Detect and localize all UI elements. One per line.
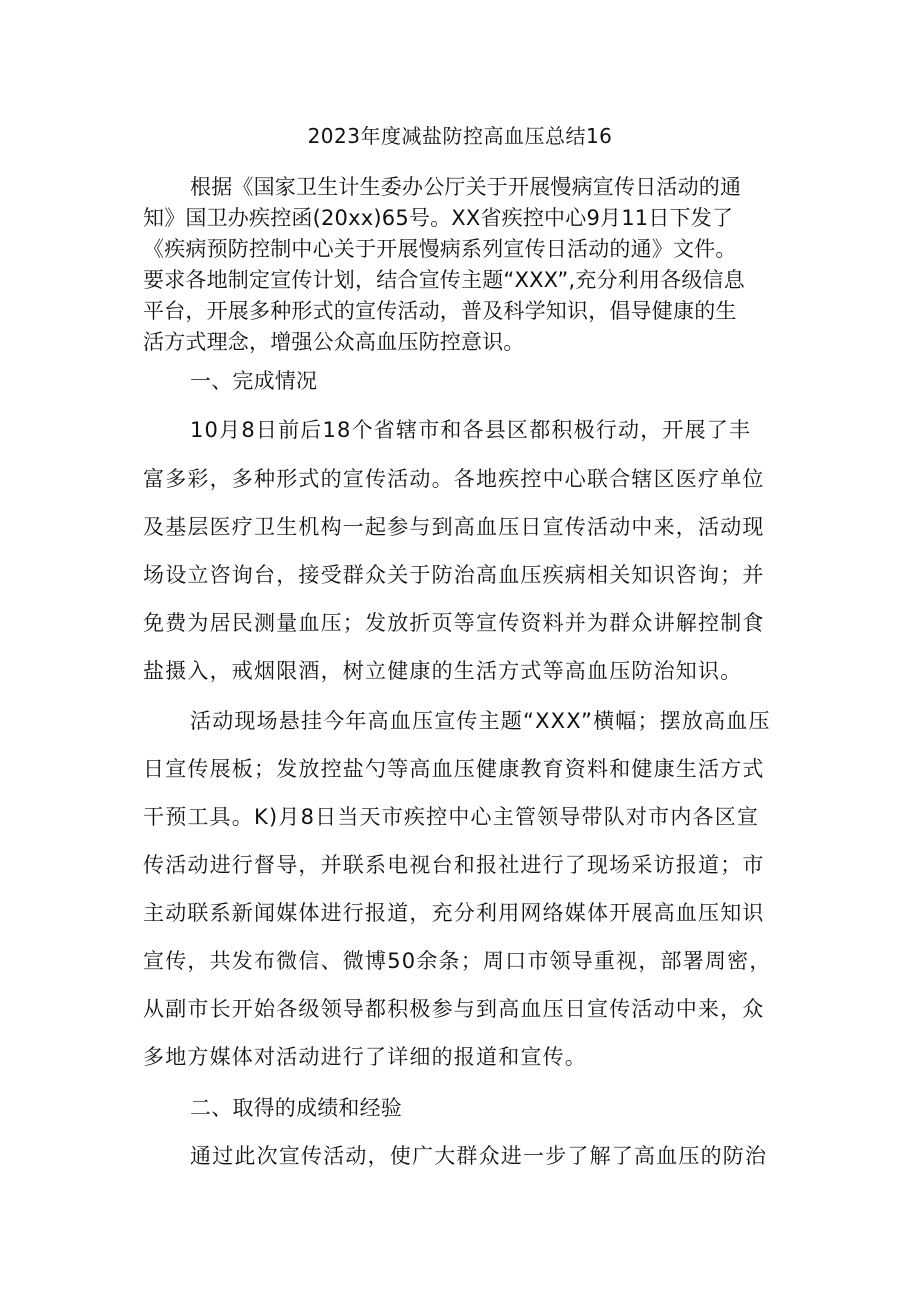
paragraph-line: 场设立咨询台，接受群众关于防治高血压疾病相关知识咨询；并 xyxy=(143,563,765,587)
paragraph-line: 干预工具。K)月8日当天市疾控中心主管领导带队对市内各区宣 xyxy=(143,805,760,829)
paragraph-line: 传活动进行督导，并联系电视台和报社进行了现场采访报道；市 xyxy=(143,853,765,877)
intro-line: 要求各地制定宣传计划，结合宣传主题“XXX”,充分利用各级信息 xyxy=(143,268,745,292)
intro-line: 知》国卫办疾控函(20xx)65号。XX省疾控中心9月11日下发了 xyxy=(143,206,734,230)
section-heading-2: 二、取得的成绩和经验 xyxy=(190,1096,402,1120)
paragraph-line: 从副市长开始各级领导都积极参与到高血压日宣传活动中来，众 xyxy=(143,997,765,1021)
paragraph-line: 及基层医疗卫生机构一起参与到高血压日宣传活动中来，活动现 xyxy=(143,515,765,539)
paragraph-line: 日宣传展板；发放控盐勺等高血压健康教育资料和健康生活方式 xyxy=(143,757,765,781)
intro-line: 活方式理念，增强公众高血压防控意识。 xyxy=(143,330,525,354)
document-title: 2023年度减盐防控高血压总结16 xyxy=(307,124,613,148)
paragraph-line: 免费为居民测量血压；发放折页等宣传资料并为群众讲解控制食 xyxy=(143,611,765,635)
intro-line: 平台，开展多种形式的宣传活动，普及科学知识，倡导健康的生 xyxy=(143,299,737,323)
paragraph-line: 活动现场悬挂今年高血压宣传主题“XXX”横幅；摆放高血压 xyxy=(190,709,771,733)
paragraph-line: 多地方媒体对活动进行了详细的报道和宣传。 xyxy=(143,1045,587,1069)
intro-line: 根据《国家卫生计生委办公厅关于开展慢病宣传日活动的通 xyxy=(190,175,742,199)
intro-line: 《疾病预防控制中心关于开展慢病系列宣传日活动的通》文件。 xyxy=(143,237,737,261)
paragraph-line: 10月8日前后18个省辖市和各县区都积极行动，开展了丰 xyxy=(190,418,752,442)
paragraph-line: 主动联系新闻媒体进行报道，充分利用网络媒体开展高血压知识 xyxy=(143,901,765,925)
section-heading-1: 一、完成情况 xyxy=(190,369,318,393)
paragraph-line: 盐摄入，戒烟限酒，树立健康的生活方式等高血压防治知识。 xyxy=(143,659,743,683)
paragraph-line: 富多彩，多种形式的宣传活动。各地疾控中心联合辖区医疗单位 xyxy=(143,467,765,491)
paragraph-line: 通过此次宣传活动，使广大群众进一步了解了高血压的防治 xyxy=(190,1144,768,1168)
paragraph-line: 宣传，共发布微信、微博50余条；周口市领导重视，部署周密， xyxy=(143,949,772,973)
